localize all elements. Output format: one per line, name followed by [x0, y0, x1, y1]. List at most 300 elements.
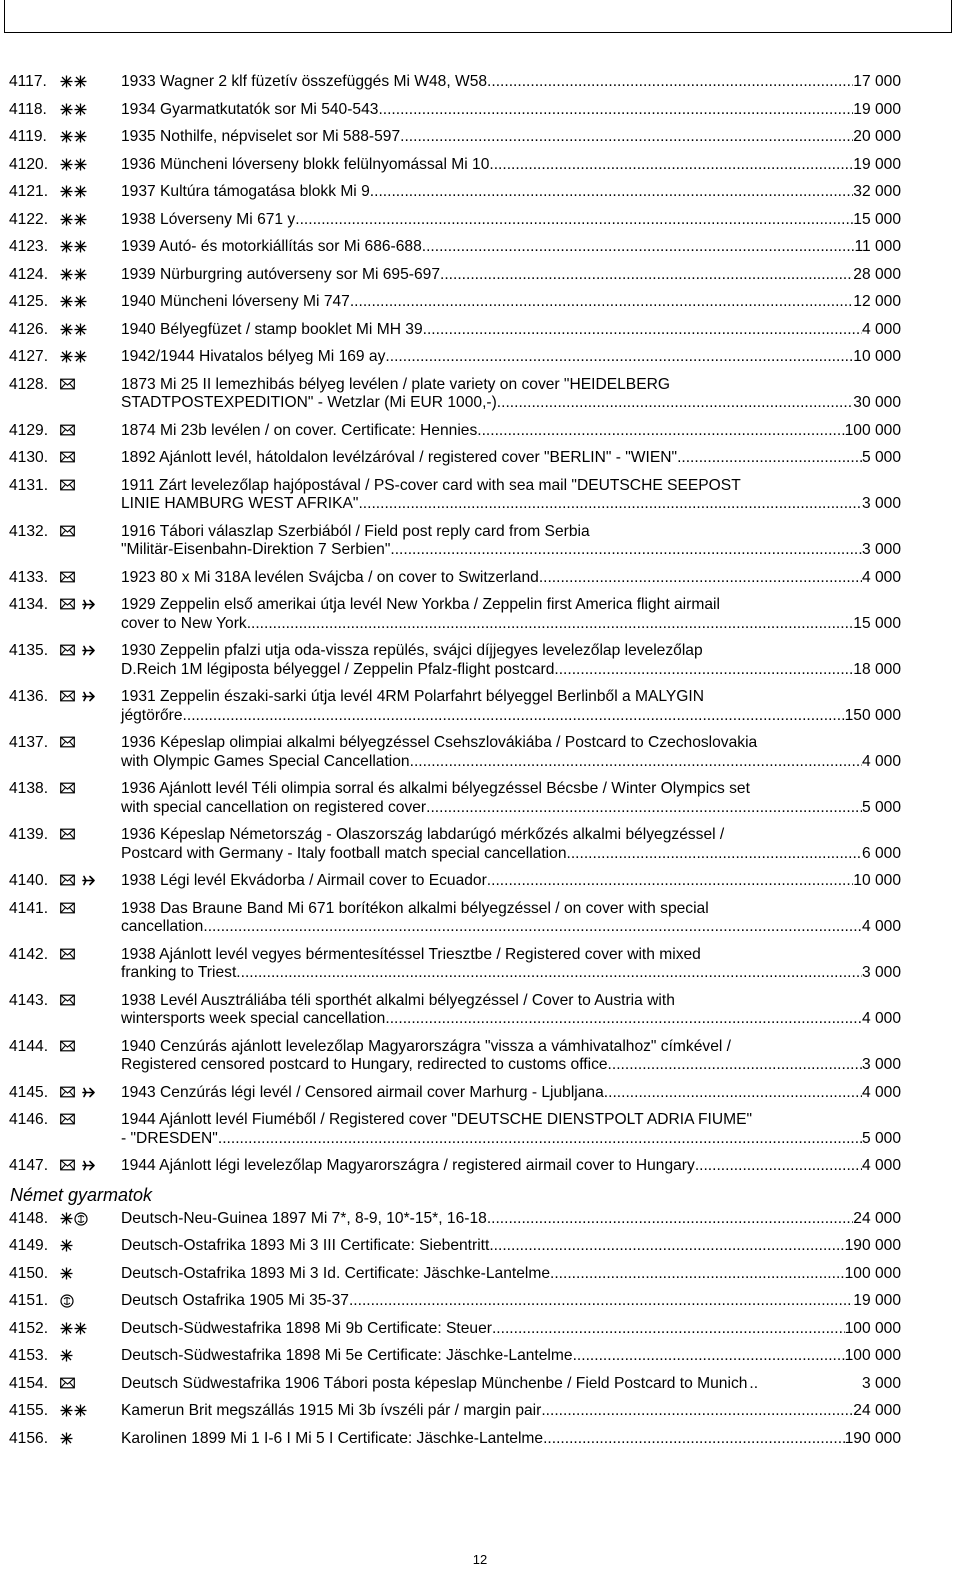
condition-icons [60, 183, 120, 201]
dot-leader [423, 321, 862, 340]
lot-number: 4130. [9, 449, 49, 466]
description-line: Deutsch Ostafrika 1905 Mi 35-37 [121, 1292, 349, 1309]
dot-leader [539, 569, 862, 588]
mnh-icon [74, 350, 87, 363]
price: 15 000 [853, 614, 901, 632]
condition-icons [60, 1402, 120, 1420]
header-box [4, 0, 952, 33]
price: 11 000 [854, 238, 901, 255]
description-line: 1930 Zeppelin pfalzi utja oda-vissza repülés, svájci díjjegyes levelezőlap levelezőlap [121, 642, 703, 659]
price: 100 000 [844, 1319, 901, 1337]
dot-leader [295, 211, 853, 230]
dot-leader [489, 1237, 844, 1256]
cover-icon [60, 828, 75, 840]
dot-leader [378, 101, 853, 120]
cover-icon [60, 378, 75, 390]
condition-icons [60, 321, 120, 339]
price: 12 000 [853, 293, 901, 310]
description-line: 1929 Zeppelin első amerikai útja levél New Yorkba / Zeppelin first America flight airmail [121, 596, 720, 613]
cover-icon [60, 424, 75, 436]
condition-icons [60, 872, 120, 890]
dot-leader [487, 872, 854, 891]
catalog-entry [9, 477, 901, 514]
price: 100 000 [844, 421, 901, 439]
catalog-entry [9, 1347, 901, 1366]
dot-leader [426, 799, 862, 818]
lot-number: 4131. [9, 476, 49, 494]
condition-icons [60, 1111, 120, 1129]
catalog-entry [9, 321, 901, 340]
price: 4 000 [861, 918, 901, 935]
lot-description [121, 992, 901, 1029]
airmail-icon [82, 598, 95, 611]
lot-description [121, 872, 901, 891]
lot-description [121, 900, 901, 937]
dot-leader [410, 753, 862, 772]
description-line: 1938 Das Braune Band Mi 671 borítékon alkalmi bélyegzéssel / on cover with special [121, 899, 709, 917]
lot-number: 4117. [9, 73, 47, 90]
mnh-icon [74, 1322, 87, 1335]
condition-icons [60, 780, 120, 798]
cover-icon [60, 874, 75, 886]
lot-description [121, 321, 901, 340]
lot-number: 4146. [9, 1111, 49, 1128]
description-line: 1944 Ajánlott levél Fiuméből / Registered cover "DEUTSCHE DIENSTPOLT ADRIA FIUME" [121, 1111, 753, 1128]
description-line: 1916 Tábori válaszlap Szerbiából / Field post reply card from Serbia [121, 522, 590, 540]
cover-icon [60, 690, 75, 702]
mnh-icon [60, 130, 73, 143]
lot-number: 4137. [9, 734, 49, 751]
lot-description [121, 1237, 901, 1256]
dot-leader [487, 1210, 853, 1229]
catalog-entry [9, 1084, 901, 1103]
used-icon [74, 1212, 88, 1226]
airmail-icon [82, 644, 95, 657]
lot-number: 4123. [9, 238, 49, 255]
lot-number: 4120. [9, 155, 49, 173]
dot-leader [497, 394, 854, 413]
mnh-icon [74, 240, 87, 253]
cover-icon [60, 948, 75, 960]
description-line: 1938 Lóverseny Mi 671 y [121, 210, 296, 228]
description-line: Deutsch-Ostafrika 1893 Mi 3 Id. Certificate: Jäschke-Lantelme [121, 1264, 551, 1282]
description-line: 1935 Nothilfe, népviselet sor Mi 588-597 [121, 128, 401, 145]
lot-number: 4132. [9, 522, 49, 540]
lot-number: 4140. [9, 872, 49, 889]
lot-number: 4142. [9, 945, 49, 963]
lot-number: 4118. [9, 100, 47, 118]
dot-leader [677, 449, 862, 468]
lot-number: 4133. [9, 568, 49, 586]
price: 100 000 [844, 1347, 901, 1364]
lot-description [121, 569, 901, 588]
dot-leader [543, 1430, 845, 1449]
mh-icon [60, 1432, 73, 1445]
condition-icons [60, 1237, 120, 1255]
catalog-entry [9, 1375, 901, 1394]
description-line: Deutsch-Südwestafrika 1898 Mi 5e Certificate: Jäschke-Lantelme [121, 1347, 573, 1364]
lot-number: 4141. [9, 899, 49, 917]
description-line: with Olympic Games Special Cancellation [121, 752, 410, 770]
dot-leader [489, 156, 853, 175]
price: 3 000 [861, 1056, 901, 1073]
catalog-entry [9, 734, 901, 771]
catalog-entry [9, 1402, 901, 1421]
lot-number: 4126. [9, 320, 49, 338]
price: 4 000 [861, 568, 901, 586]
mnh-icon [74, 213, 87, 226]
cover-icon [60, 598, 75, 610]
lot-description [121, 734, 901, 771]
lot-description [121, 596, 901, 633]
mnh-icon [74, 1404, 87, 1417]
price: 10 000 [853, 872, 901, 889]
description-line: 1942/1944 Hivatalos bélyeg Mi 169 ay [121, 348, 386, 365]
price: 28 000 [853, 265, 901, 283]
lot-description [121, 376, 901, 413]
dot-leader [567, 845, 862, 864]
dot-leader [349, 1292, 853, 1311]
price: 19 000 [853, 155, 901, 173]
lot-number: 4119. [9, 128, 47, 145]
dot-leader [477, 422, 844, 441]
cover-icon [60, 1159, 75, 1171]
dot-leader [370, 183, 854, 202]
condition-icons [60, 1347, 120, 1365]
catalog-entry [9, 449, 901, 468]
dot-leader [358, 495, 862, 514]
description-line: 1931 Zeppelin északi-sarki útja levél 4RM Polarfahrt bélyeggel Berlinből a MALYGIN [121, 688, 705, 705]
dot-leader [573, 1347, 845, 1366]
catalog-entry [9, 422, 901, 441]
lot-description [121, 156, 901, 175]
mnh-icon [60, 213, 73, 226]
lot-description [121, 183, 901, 202]
catalog-entry [9, 1237, 901, 1256]
lot-number: 4143. [9, 991, 49, 1009]
description-line: 1939 Autó- és motorkiállítás sor Mi 686-688 [121, 238, 422, 255]
cover-icon [60, 1040, 75, 1052]
airmail-icon [82, 1086, 95, 1099]
lot-number: 4153. [9, 1347, 49, 1364]
description-line: "Militär-Eisenbahn-Direktion 7 Serbien" [121, 541, 391, 558]
mnh-icon [60, 185, 73, 198]
price: 32 000 [853, 183, 901, 200]
cover-icon [60, 451, 75, 463]
lot-number: 4135. [9, 642, 49, 659]
lot-description [121, 1292, 901, 1311]
condition-icons [60, 293, 120, 311]
cover-icon [60, 902, 75, 914]
description-line: Deutsch-Ostafrika 1893 Mi 3 III Certificate: Siebentritt [121, 1237, 490, 1254]
condition-icons [60, 101, 120, 119]
lot-description [121, 1430, 901, 1449]
lot-description [121, 642, 901, 679]
description-line: 1943 Cenzúrás légi levél / Censored airmail cover Marhurg - Ljubljana [121, 1083, 604, 1101]
lot-description [121, 1265, 901, 1284]
price: 20 000 [853, 128, 901, 145]
lot-number: 4152. [9, 1319, 49, 1337]
lot-number: 4151. [9, 1292, 49, 1309]
lot-description [121, 101, 901, 120]
price: 4 000 [861, 752, 901, 770]
description-line: 1892 Ajánlott levél, hátoldalon levélzáróval / registered cover "BERLIN" - "WIEN" [121, 449, 678, 466]
catalog-entry [9, 992, 901, 1029]
lot-description [121, 128, 901, 147]
mnh-icon [74, 323, 87, 336]
description-line: Deutsch-Südwestafrika 1898 Mi 9b Certificate: Steuer [121, 1319, 492, 1337]
price: 30 000 [853, 394, 901, 411]
lot-number: 4147. [9, 1157, 49, 1174]
condition-icons [60, 992, 120, 1010]
lot-number: 4156. [9, 1429, 49, 1447]
catalog-entry [9, 1157, 901, 1176]
mnh-icon [74, 75, 87, 88]
condition-icons [60, 1084, 120, 1102]
mnh-icon [60, 350, 73, 363]
description-line: 1938 Levél Ausztráliába téli sporthét alkalmi bélyegzéssel / Cover to Austria with [121, 991, 675, 1009]
mnh-icon [60, 295, 73, 308]
lot-description [121, 1375, 901, 1394]
price: 15 000 [853, 210, 901, 228]
catalog-entry [9, 156, 901, 175]
price: 4 000 [861, 1010, 901, 1027]
cover-icon [60, 1377, 75, 1389]
lot-number: 4134. [9, 596, 49, 613]
condition-icons [60, 1157, 120, 1175]
used-icon [60, 1294, 74, 1308]
lot-number: 4145. [9, 1083, 49, 1101]
description-line: 1940 Müncheni lóverseny Mi 747 [121, 293, 350, 310]
mh-icon [60, 1267, 73, 1280]
catalog-entry [9, 128, 901, 147]
catalog-entry [9, 1111, 901, 1148]
lot-number: 4122. [9, 210, 49, 228]
description-line: franking to Triest [121, 964, 237, 981]
description-line: 1934 Gyarmatkutatók sor Mi 540-543 [121, 100, 379, 118]
catalog-entry [9, 946, 901, 983]
lot-number: 4144. [9, 1037, 49, 1055]
description-line: 1938 Légi levél Ekvádorba / Airmail cover to Ecuador [121, 872, 487, 889]
condition-icons [60, 1210, 120, 1228]
lot-description [121, 293, 901, 312]
catalog-entry [9, 596, 901, 633]
lot-description [121, 1111, 901, 1148]
dot-leader [492, 1320, 845, 1339]
catalog-entry [9, 523, 901, 560]
condition-icons [60, 156, 120, 174]
cover-icon [60, 479, 75, 491]
lot-number: 4150. [9, 1264, 49, 1282]
catalog-entry [9, 1430, 901, 1449]
mnh-icon [60, 323, 73, 336]
condition-icons [60, 1265, 120, 1283]
lot-number: 4136. [9, 688, 49, 705]
dot-leader [183, 707, 845, 726]
condition-icons [60, 1038, 120, 1056]
cover-icon [60, 571, 75, 583]
condition-icons [60, 596, 120, 614]
price: 3 000 [861, 964, 901, 981]
lot-description [121, 1084, 901, 1103]
mnh-icon [74, 130, 87, 143]
condition-icons [60, 376, 120, 394]
description-line: 1944 Ajánlott légi levelezőlap Magyarországra / registered airmail cover to Hungary [121, 1157, 695, 1174]
dot-leader [247, 615, 854, 634]
lot-number: 4127. [9, 348, 49, 365]
lot-number: 4139. [9, 826, 49, 843]
lot-number: 4121. [9, 183, 49, 200]
condition-icons [60, 422, 120, 440]
dot-leader [608, 1056, 862, 1075]
lot-description [121, 73, 901, 92]
mnh-icon [74, 295, 87, 308]
dot-leader [550, 1265, 845, 1284]
catalog-entry [9, 569, 901, 588]
dot-leader [440, 266, 853, 285]
condition-icons [60, 238, 120, 256]
catalog-entry [9, 872, 901, 891]
price: 3 000 [861, 495, 901, 512]
catalog-entry [9, 780, 901, 817]
condition-icons [60, 1430, 120, 1448]
lot-description [121, 422, 901, 441]
catalog-entry [9, 293, 901, 312]
lot-description [121, 826, 901, 863]
cover-icon [60, 525, 75, 537]
description-line: 1940 Cenzúrás ajánlott levelezőlap Magyarországra "vissza a vámhivatalhoz" címkével / [121, 1037, 731, 1055]
price: 4 000 [861, 320, 901, 338]
catalog-entry [9, 1320, 901, 1339]
dot-leader [218, 1130, 862, 1149]
lot-description [121, 238, 901, 257]
description-line: Registered censored postcard to Hungary, redirected to customs office [121, 1056, 608, 1073]
condition-icons [60, 1375, 120, 1393]
lot-description [121, 348, 901, 367]
description-line: 1938 Ajánlott levél vegyes bérmentesítéssel Triesztbe / Registered cover with mixed [121, 945, 701, 963]
price: 5 000 [861, 449, 901, 466]
description-line: 1940 Bélyegfüzet / stamp booklet Mi MH 39 [121, 320, 423, 338]
dot-leader [400, 128, 853, 147]
catalog-entry [9, 376, 901, 413]
mnh-icon [60, 1404, 73, 1417]
lot-number: 4154. [9, 1374, 49, 1392]
price: 19 000 [853, 1292, 901, 1309]
description-line: - "DRESDEN" [121, 1129, 218, 1147]
mnh-icon [60, 268, 73, 281]
price: 5 000 [861, 1129, 901, 1147]
description-line: 1923 80 x Mi 318A levélen Svájcba / on cover to Switzerland [121, 568, 539, 586]
mnh-icon [74, 268, 87, 281]
lot-number: 4148. [9, 1209, 49, 1227]
description-line: with special cancellation on registered cover [121, 798, 427, 816]
lot-description [121, 946, 901, 983]
catalog-entry [9, 1265, 901, 1284]
lot-description [121, 1320, 901, 1339]
catalog-entry [9, 101, 901, 120]
condition-icons [60, 1292, 120, 1310]
dot-leader [554, 661, 853, 680]
price: 24 000 [853, 1209, 901, 1227]
catalog-entry [9, 1292, 901, 1311]
dot-leader [385, 348, 853, 367]
mnh-icon [60, 103, 73, 116]
airmail-icon [82, 690, 95, 703]
lot-number: 4124. [9, 265, 49, 283]
dot-leader [541, 1402, 853, 1421]
cover-icon [60, 1086, 75, 1098]
cover-icon [60, 736, 75, 748]
description-line: 1936 Müncheni lóverseny blokk felülnyomással Mi 10 [121, 155, 490, 173]
airmail-icon [82, 874, 95, 887]
description-line: Postcard with Germany - Italy football match special cancellation [121, 844, 567, 862]
description-line: 1936 Ajánlott levél Téli olimpia sorral és alkalmi bélyegzéssel Bécsbe / Winter Olympics set [121, 780, 750, 797]
dot-leader [390, 541, 862, 560]
mh-icon [60, 1212, 73, 1225]
lot-description [121, 266, 901, 285]
mh-icon [60, 1239, 73, 1252]
price: 18 000 [853, 660, 901, 678]
lot-description [121, 1347, 901, 1366]
lot-description [121, 211, 901, 230]
mnh-icon [74, 185, 87, 198]
price: 17 000 [853, 73, 901, 90]
description-line: 1933 Wagner 2 klf füzetív összefüggés Mi W48, W58 [121, 73, 488, 90]
mnh-icon [60, 240, 73, 253]
dot-leader [236, 964, 862, 983]
lot-description [121, 523, 901, 560]
description-line: STADTPOSTEXPEDITION" - Wetzlar (Mi EUR 1000,-) [121, 394, 497, 411]
lot-number: 4138. [9, 780, 49, 797]
dot-leader [695, 1157, 862, 1176]
price: 3 000 [861, 1374, 901, 1392]
price: 3 000 [861, 541, 901, 558]
condition-icons [60, 523, 120, 541]
description-line: wintersports week special cancellation [121, 1010, 386, 1027]
mh-icon [60, 1349, 73, 1362]
description-line: 1937 Kultúra támogatása blokk Mi 9 [121, 183, 370, 200]
catalog-entry [9, 211, 901, 230]
mnh-icon [60, 158, 73, 171]
condition-icons [60, 642, 120, 660]
lot-description [121, 1157, 901, 1176]
catalog-entry [9, 348, 901, 367]
condition-icons [60, 900, 120, 918]
condition-icons [60, 477, 120, 495]
description-line: jégtörőre [121, 706, 183, 724]
dot-leader [487, 73, 853, 92]
description-line: Deutsch-Neu-Guinea 1897 Mi 7*, 8-9, 10*-15*, 16-18 [121, 1209, 487, 1227]
price: 24 000 [853, 1402, 901, 1419]
lot-description [121, 688, 901, 725]
price: 19 000 [853, 100, 901, 118]
price: 100 000 [844, 1264, 901, 1282]
dot-leader [604, 1084, 862, 1103]
description-line: cancellation [121, 918, 204, 935]
condition-icons [60, 449, 120, 467]
description-line: 1873 Mi 25 II lemezhibás bélyeg levélen / plate variety on cover "HEIDELBERG [121, 375, 670, 393]
lot-number: 4128. [9, 375, 49, 393]
catalog-entry [9, 266, 901, 285]
lot-description [121, 449, 901, 468]
catalog-entry [9, 688, 901, 725]
cover-icon [60, 1113, 75, 1125]
mnh-icon [60, 1322, 73, 1335]
mnh-icon [74, 158, 87, 171]
price: 6 000 [861, 844, 901, 862]
lot-description [121, 780, 901, 817]
lot-description [121, 1402, 901, 1421]
